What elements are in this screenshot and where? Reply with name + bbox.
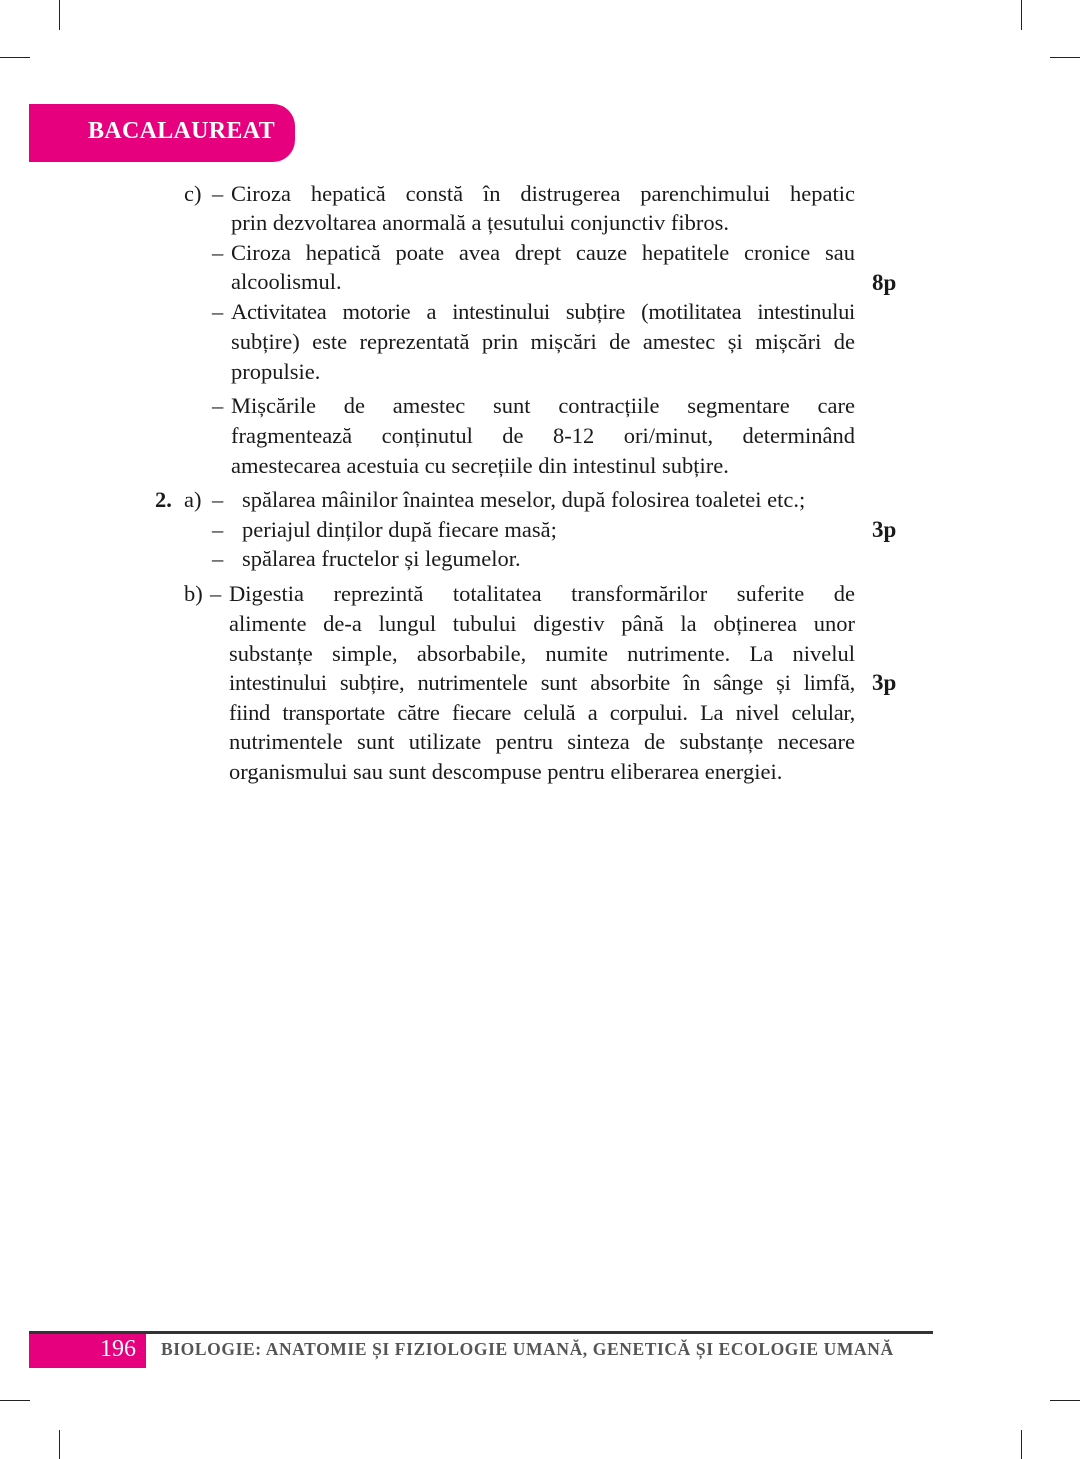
text-line: Ciroza hepatică constă în distrugerea parenchimului hepatic [231,181,855,206]
list-item: spălarea mâinilor înaintea meselor, după folosirea toaletei etc.; [242,487,806,512]
text-line: amestecarea acestuia cu secrețiile din intestinul subțire. [231,453,729,478]
bullet-dash: – [210,581,222,606]
bullet-dash: – [212,393,224,418]
footer-rule [29,1331,933,1334]
crop-mark [1050,1400,1080,1401]
text-line: subțire) este reprezentată prin mișcări de amestec și mișcări de [231,329,855,354]
item-label-c: c) [184,181,202,206]
text-line: alcoolismul. [231,269,342,294]
points-c: 8p [872,270,897,295]
bullet-dash: – [212,240,224,265]
text-line: Mișcările de amestec sunt contracțiile segmentare care [231,393,855,418]
bullet-dash: – [212,546,224,571]
item-label-a: a) [184,487,202,512]
text-line: fiind transportate către fiecare celulă a corpului. La nivel celular, [229,700,855,725]
question-number: 2. [155,487,172,512]
text-line: intestinului subțire, nutrimentele sunt absorbite în sânge și limfă, [229,670,855,695]
points-2b: 3p [872,670,897,695]
footer-book-title: BIOLOGIE: ANATOMIE ȘI FIZIOLOGIE UMANĂ, GENETICĂ ȘI ECOLOGIE UMANĂ [161,1339,894,1359]
text-line: propulsie. [231,359,321,384]
text-line: organismului sau sunt descompuse pentru eliberarea energiei. [229,759,783,784]
text-line: fragmentează conținutul de 8-12 ori/minut, determinând [231,423,855,448]
item-label-b: b) [184,581,203,606]
points-2a: 3p [872,517,897,542]
section-header-badge [29,104,295,162]
crop-mark [0,1400,30,1401]
page-number-badge [29,1334,146,1368]
text-line: Activitatea motorie a intestinului subțire (motilitatea intestinului [231,299,855,324]
section-header-label: BACALAUREAT [88,118,275,144]
bullet-dash: – [212,299,224,324]
crop-mark [59,0,60,30]
bullet-dash: – [212,517,224,542]
text-line: prin dezvoltarea anormală a țesutului conjunctiv fibros. [231,210,729,235]
crop-mark [59,1430,60,1459]
crop-mark [0,57,30,58]
bullet-dash: – [212,487,224,512]
bullet-dash: – [212,181,224,206]
list-item: spălarea fructelor și legumelor. [242,546,521,571]
text-line: substanțe simple, absorbabile, numite nutrimente. La nivelul [229,641,855,666]
text-line: nutrimentele sunt utilizate pentru sinteza de substanțe necesare [229,729,855,754]
text-line: alimente de-a lungul tubului digestiv până la obținerea unor [229,611,855,636]
text-line: Ciroza hepatică poate avea drept cauze hepatitele cronice sau [231,240,855,265]
crop-mark [1050,57,1080,58]
page-number: 196 [100,1336,136,1362]
list-item: periajul dinților după fiecare masă; [242,517,557,542]
crop-mark [1021,1430,1022,1459]
text-line: Digestia reprezintă totalitatea transformărilor suferite de [229,581,855,606]
crop-mark [1021,0,1022,30]
